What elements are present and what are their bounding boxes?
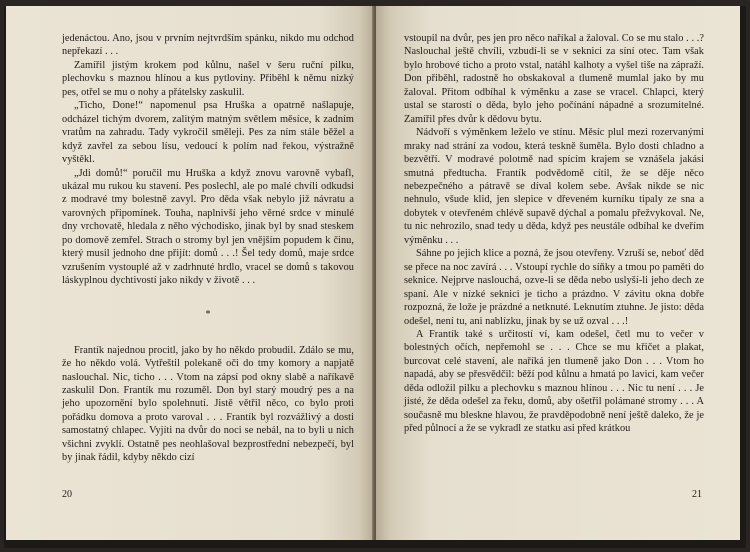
paragraph: Sáhne po jejich klice a pozná, že jsou otevřeny. Vzruší se, neboť děd se přece na noc zavírá . . . Vstoupí rychle do síňky a tmou po paměti do seknice. Nejprve naslouchá, ozve-li se děda nebo uslyší-li jeho dech ze spaní. Ale v nízké seknici je ticho a prázdno. V závitu okna dobře rozpozná, že lože je prázdné a netknuté. Leknutím ztuhne. Je jisto: děda odešel, není tu, ani nablízku, jinak by se už ozval . . .! <box>404 248 704 327</box>
paragraph: A Frantík také s určitostí ví, kam odešel, četl mu to večer v bolestných očích, nepřemohl se . . . Chce se mu křičet a plakat, burcovat celé stavení, ale naříká jen tlumeně jako Don . . . Vtom ho napadá, aby se přesvědčil: běží pod kůlnu a hmatá po lavici, kam večer děda odložil pilku a plechovku s maznou hlínou . . . Nic tu není . . . Je jisté, že děda odešel za řeku, domů, aby ošetřil polámané stromy . . . A současně mu bleskne hlavou, že pravděpodobně není ještě daleko, že je před půlnocí a že se vykradl ze statku asi před krátkou <box>404 328 704 435</box>
paragraph: Frantík najednou procitl, jako by ho někdo probudil. Zdálo se mu, že ho někdo volá. Vytřeštil polekaně oči do tmy komory a napjatě naslouchal. Nic, ticho . . . Vtom na zápsí pod okny slabě a naříkavě zaskulil Don. Frantík mu rozuměl. Don byl starý moudrý pes a na jeho upozornění bylo spolehnutí. Jistě větřil něco, co bylo proti pořádku domova a proto varoval . . . Frantík byl rozvážlivý a dosti samostatný chlapec. Vyjíti na dvůr do noci se nebál, na to byli u nich všichni zvyklí. Ostatně pes neohlašoval bezprostřední nebezpečí, byl by jinak řádil, kdyby někdo cizí <box>62 344 354 464</box>
paragraph: „Jdi domů!“ poručil mu Hruška a když znovu varovně vybafl, ukázal mu rukou ku stavení. Pes poslechl, ale po malé chvíli odkudsi z modravé tmy bolestně zavyl. Pro děda však nebylo již návratu a varovných připomínek. Touha, naplnivší jeho věrné srdce v minulé dny vrchovatě, hledala z něho východisko, jinak byl by snad steskem po domově zemřel. Strach o stromy byl jen vnějším popudem k činu, který musil jednoho dne přijít: domů . . .! Šel tedy domů, maje srdce vzrušením vystouplé až v zadrhnuté hrdlo, vracel se domů s takovou láskyplnou dychtivostí jako nikdy v životě . . . <box>62 167 354 287</box>
paragraph: Zamířil jistým krokem pod kůlnu, našel v šeru ruční pilku, plechovku s maznou hlínou a kus pytloviny. Přiběhl k němu nízký pes, otřel se mu o nohy a přátelsky zaskulil. <box>62 59 354 98</box>
paragraph: jedenáctou. Ano, jsou v prvním nejtvrdším spánku, nikdo mu odchod nepřekazí . . . <box>62 33 354 58</box>
paragraph: Nádvoří s výměnkem leželo ve stínu. Měsíc plul mezi rozervanými mraky nad strání za vodou, která teskně šuměla. Bylo dosti chladno a bezvětří. V modravé polotmě nad spícím krajem se vznášela jakási smutná předtucha. Frantík podvědomě cítil, že se děje něco nebezpečného a pátravě se díval kolem sebe. Avšak nikde se nic nehnulo, všude klid, jen slepice v dřeveném kurníku tipaly ze sna a dobytek v otevřeném chlévě supavě dýchal a pomalu přežvykoval. Ne, tu nic nehrozilo, snad tedy u děda, když pes neustále odbíhal ke dveřím výměnku . . . <box>404 127 704 246</box>
paragraph: „Ticho, Done!“ napomenul psa Hruška a opatrně našlapuje, odcházel tichým dvorem, zalitým matným světlem měsíce, k zadním vratům na zahradu. Tady vykročil směleji. Pes za ním stále běžel a když zavřel za sebou lísu, vedoucí k polím nad řekou, výstražně vyštěkl. <box>62 100 354 166</box>
section-separator: * <box>205 308 211 320</box>
page-number: 20 <box>62 489 72 500</box>
book-spread <box>4 6 746 548</box>
paragraph: vstoupil na dvůr, pes jen pro něco naříkal a žaloval. Co se mu stalo . . .? Naslouchal ještě chvíli, vzbudí-li se v seknici za síní otec. Tam však bylo hrobové ticho a proto vstal, natáhl kalhoty a vyšel tiše na zápraží. Don přiběhl, radostně ho obskakoval a tlumeně mumlal jako by mu žaloval. Přitom odbíhal k výměnku a zase se vracel. Chlapci, který ustal se starostí o děda, bylo jeho počínání nápadné a srozumitelné. Zamířil přes dvůr k dědovu bytu. <box>404 33 704 125</box>
right-page-text <box>404 32 704 436</box>
left-page <box>6 6 374 540</box>
left-page-text <box>62 32 354 465</box>
page-number: 21 <box>692 489 702 500</box>
right-page <box>376 6 740 540</box>
